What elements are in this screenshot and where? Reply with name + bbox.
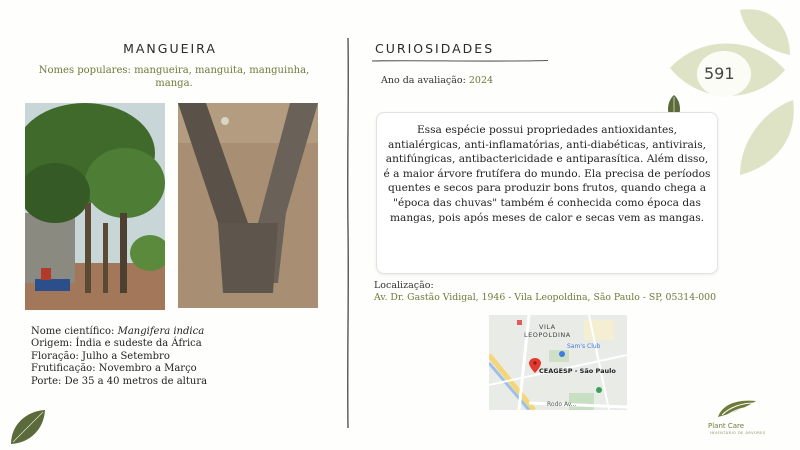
map-label-road: Rodo Av... [547,401,577,408]
flowering-row: Floração: Julho a Setembro [31,350,170,362]
fruiting-row: Frutificação: Novembro a Março [31,363,197,375]
origin-row: Origem: Índia e sudeste da África [31,338,202,350]
map-label-place: CEAGESP - São Paulo [539,367,616,375]
tree-photo-trunk [178,103,318,308]
tree-photo-canopy [25,103,165,310]
scientific-name: Mangifera indica [117,326,205,337]
curiosities-box [376,112,718,274]
size-row: Porte: De 35 a 40 metros de altura [31,375,208,387]
corner-leaf-icon [8,407,48,447]
location-address: Av. Dr. Gastão Vidigal, 1946 - Vila Leopoldina, São Paulo - SP, 05314-000 [374,292,717,303]
curiosities-title: CURIOSIDADES [375,41,495,56]
evaluation-year: Ano da avaliação: 2024 [381,75,494,86]
scientific-name-row: Nome científico: Mangifera indica [31,326,205,337]
logo-tagline: INVENTÁRIO DE ÁRVORES [710,431,766,435]
map-label-district2: LEOPOLDINA [524,331,571,339]
title-underline [372,59,548,63]
map-label-club: Sam's Club [567,343,601,350]
curiosities-text: Essa espécie possui propriedades antioxidantes, antialérgicas, anti-inflamatórias, anti-diabéticas, antivirais, antifúngicas, antibactericidade e antiparasítica. Além disso, é a maior árvore frutífera do mundo. Ela precisa de períodos quentes e secos para produzir bons frutos, quando chega a "época das chuvas" também é conhecida como época das mangas, pois após meses de calor e secas vem as mangas. [383,124,711,224]
popular-names: Nomes populares: mangueira, manguita, manguinha, manga. [38,65,310,89]
column-divider [346,38,350,428]
leaf-bottom-icon [740,100,794,175]
badge-number: 591 [704,64,735,83]
logo-name: Plant Care [708,422,745,430]
location-label: Localização: [374,280,434,291]
map-label-district: VILA [539,323,556,331]
location-map[interactable] [489,315,627,410]
plant-care-logo-icon [716,397,758,419]
evaluation-year-value: 2024 [468,75,494,86]
plant-title: MANGUEIRA [123,41,217,56]
plant-facts [31,326,207,388]
